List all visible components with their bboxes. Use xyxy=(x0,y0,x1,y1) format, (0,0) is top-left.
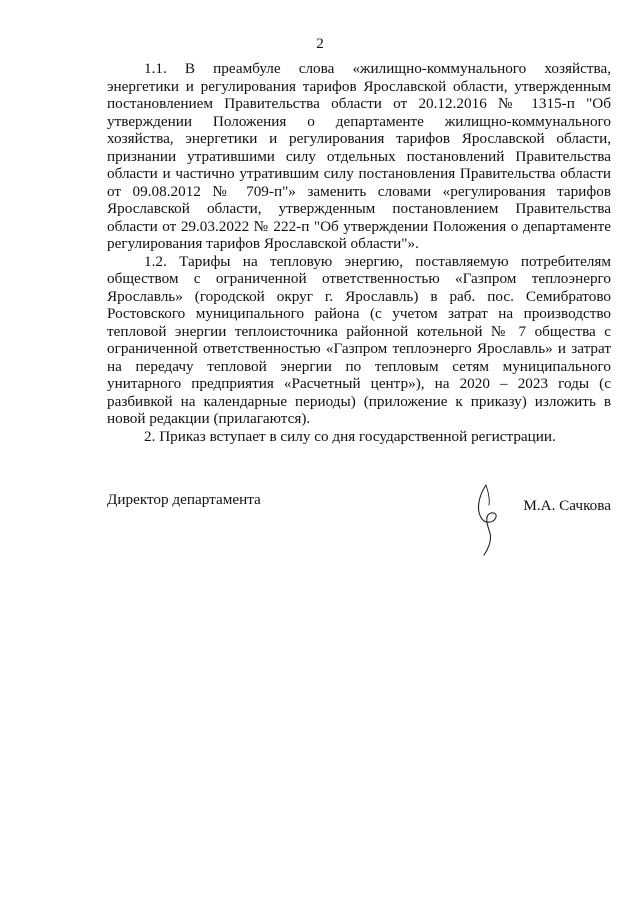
signatory-name: М.А. Сачкова xyxy=(523,497,611,514)
handwritten-signature-icon xyxy=(472,479,512,559)
paragraph-1-2: 1.2. Тарифы на тепловую энергию, поставляемую потребителям обществом с ограниченной ответственностью «Газпром теплоэнерго Ярославль» (городской округ г. Ярославль) в раб. пос. Семибратово Ростовского муниципального района (с учетом затрат на производство тепловой энергии теплоисточника районной котельной № 7 общества с ограниченной ответственностью «Газпром теплоэнерго Ярославль» и затрат на передачу тепловой энергии по тепловым сетям муниципального унитарного предприятия «Расчетный центр»), на 2020 – 2023 годы (с разбивкой на календарные периоды) (приложение к приказу) изложить в новой редакции (прилагаются). xyxy=(107,252,611,427)
page-number: 2 xyxy=(316,36,324,52)
signature-block xyxy=(107,491,611,571)
paragraph-1-1: 1.1. В преамбуле слова «жилищно-коммунального хозяйства, энергетики и регулирования тарифов Ярославской области, утвержденным постановлением Правительства области от 20.12.2016 № 1315-п "Об утверждении Положения о департаменте жилищно-коммунального хозяйства, энергетики и регулирования тарифов Ярославской области, признании утратившими силу отдельных постановлений Правительства области и частично утратившим силу постановления Правительства области от 09.08.2012 № 709-п"» заменить словами «регулирования тарифов Ярославской области, утвержденным постановлением Правительства области от 29.03.2022 № 222-п "Об утверждении Положения о департаменте регулирования тарифов Ярославской области"». xyxy=(107,60,611,252)
signatory-position: Директор департамента xyxy=(107,491,261,508)
document-body xyxy=(107,60,611,445)
paragraph-2: 2. Приказ вступает в силу со дня государственной регистрации. xyxy=(144,427,556,445)
